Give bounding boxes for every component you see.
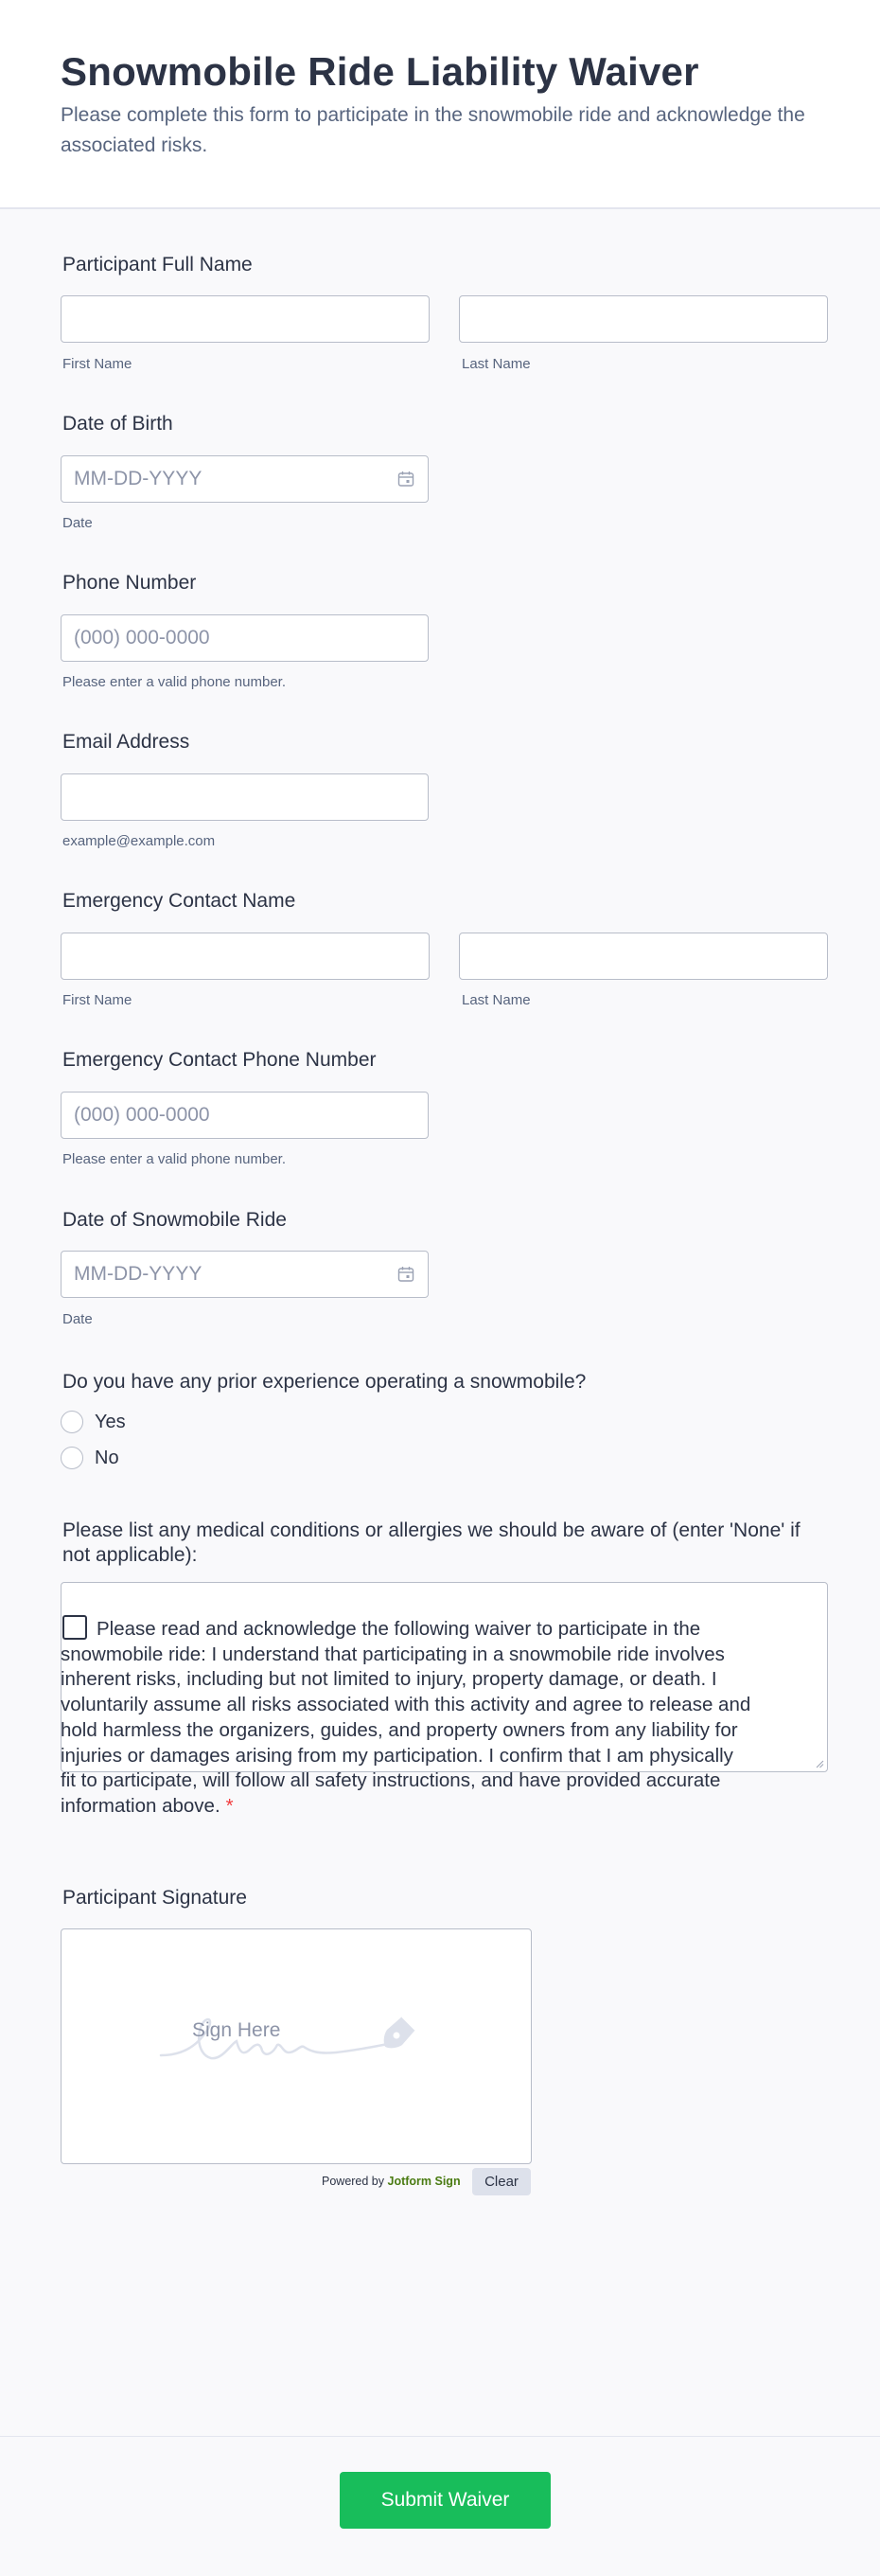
pen-icon	[384, 2016, 415, 2048]
waiver-checkbox[interactable]	[62, 1615, 87, 1640]
medical-label: Please list any medical conditions or allergies we should be aware of (enter 'None' if not applicable):	[62, 1519, 801, 1566]
powered-by	[322, 2175, 461, 2188]
participant-first-name-input[interactable]	[61, 295, 430, 343]
emergency-first-name-sublabel: First Name	[62, 992, 132, 1008]
experience-option-label: No	[95, 1447, 119, 1468]
dob-label: Date of Birth	[62, 413, 173, 435]
emergency-phone-input[interactable]	[61, 1092, 429, 1139]
experience-label: Do you have any prior experience operating a snowmobile?	[62, 1371, 587, 1393]
phone-placeholder: (000) 000-0000	[74, 627, 210, 648]
email-input[interactable]	[61, 773, 429, 821]
participant-first-name-sublabel: First Name	[62, 356, 132, 372]
signature-scribble-icon	[62, 1929, 533, 2165]
waiver-acknowledgment	[61, 1615, 751, 1820]
ride-date-sublabel: Date	[62, 1311, 93, 1327]
powered-by-text: Powered by	[322, 2175, 385, 2188]
signature-placeholder: Sign Here	[192, 2019, 281, 2041]
emergency-name-label: Emergency Contact Name	[62, 890, 296, 912]
dob-input[interactable]	[61, 455, 429, 503]
radio-button[interactable]	[61, 1411, 83, 1433]
ride-date-input[interactable]	[61, 1251, 429, 1298]
phone-sublabel: Please enter a valid phone number.	[62, 674, 286, 690]
required-mark: *	[225, 1794, 234, 1817]
form-subtitle: Please complete this form to participate in the snowmobile ride and acknowledge the associated risks.	[61, 104, 805, 156]
ride-date-placeholder: MM-DD-YYYY	[74, 1263, 202, 1285]
emergency-last-name-input[interactable]	[459, 933, 828, 980]
participant-name-label: Participant Full Name	[62, 254, 253, 275]
radio-button[interactable]	[61, 1447, 83, 1469]
ride-date-label: Date of Snowmobile Ride	[62, 1209, 287, 1231]
experience-option-no[interactable]	[61, 1447, 119, 1469]
clear-signature-button[interactable]: Clear	[472, 2168, 531, 2195]
participant-last-name-input[interactable]	[459, 295, 828, 343]
submit-button[interactable]: Submit Waiver	[340, 2472, 551, 2529]
emergency-first-name-input[interactable]	[61, 933, 430, 980]
signature-pad[interactable]	[61, 1928, 532, 2164]
email-sublabel: example@example.com	[62, 833, 216, 849]
email-label: Email Address	[62, 731, 190, 753]
emergency-phone-placeholder: (000) 000-0000	[74, 1104, 210, 1126]
signature-label: Participant Signature	[62, 1887, 247, 1909]
waiver-text: Please read and acknowledge the following waiver to participate in the snowmobile ride: I understand that participating in a snowmobile ride involves inherent risks, including but not limited to injury, property damage, or death. I voluntarily assume all risks associated with this activity and agree to release and hold harmless the organizers, guides, and property owners from any liability for injuries or damages arising from my participation. I confirm that I am physically fit to participate, will follow all safety instructions, and have provided accurate information above.	[61, 1618, 751, 1817]
phone-input[interactable]	[61, 614, 429, 662]
experience-option-label: Yes	[95, 1411, 126, 1432]
form-title: Snowmobile Ride Liability Waiver	[61, 49, 699, 94]
emergency-phone-label: Emergency Contact Phone Number	[62, 1049, 377, 1071]
dob-sublabel: Date	[62, 515, 93, 531]
emergency-phone-sublabel: Please enter a valid phone number.	[62, 1151, 286, 1167]
jotform-sign-brand[interactable]: Jotform Sign	[387, 2175, 461, 2188]
emergency-last-name-sublabel: Last Name	[462, 992, 531, 1008]
dob-placeholder: MM-DD-YYYY	[74, 468, 202, 489]
resize-grip-icon[interactable]	[815, 1759, 824, 1768]
calendar-icon[interactable]	[397, 471, 414, 488]
form-header	[0, 0, 880, 209]
participant-last-name-sublabel: Last Name	[462, 356, 531, 372]
calendar-icon[interactable]	[397, 1266, 414, 1283]
phone-label: Phone Number	[62, 572, 197, 594]
footer-divider	[0, 2436, 880, 2437]
experience-option-yes[interactable]	[61, 1411, 126, 1433]
